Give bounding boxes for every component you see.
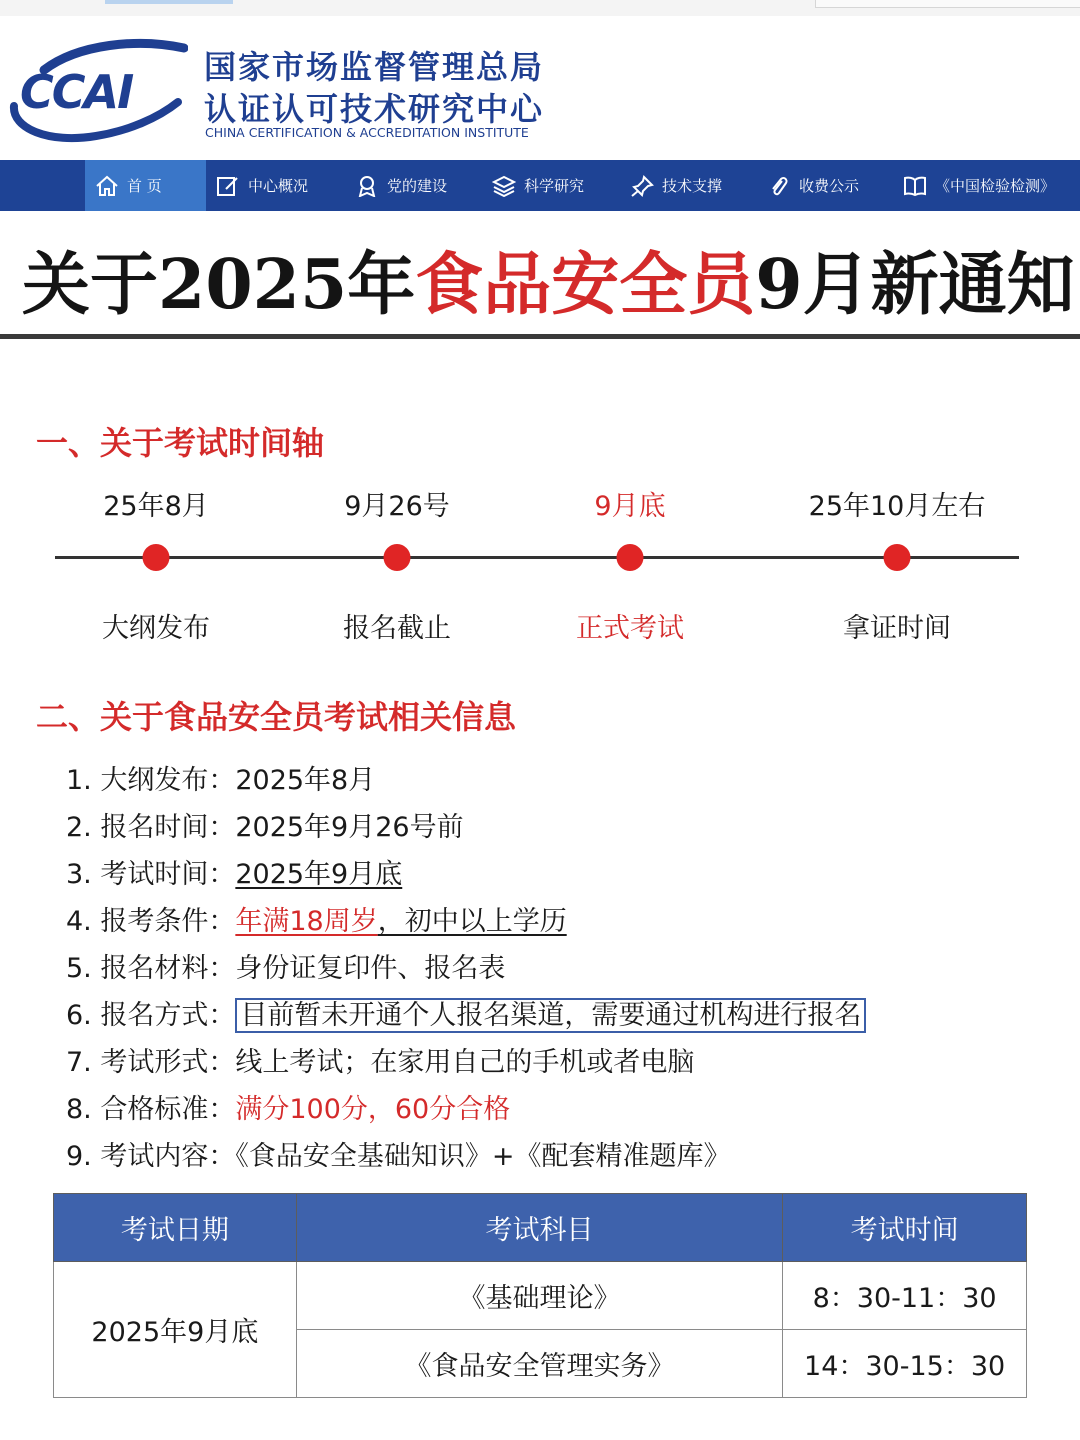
title-part2: 食品安全员: [415, 245, 756, 325]
book-icon: [903, 175, 927, 197]
info-item: 1. 大纲发布：2025年8月: [66, 765, 376, 796]
info-item: 5. 报名材料：身份证复印件、报名表: [66, 953, 506, 984]
timeline-dot: [884, 544, 911, 571]
exam-date-cell: 2025年9月底: [54, 1262, 297, 1398]
timeline-dot: [384, 544, 411, 571]
home-icon: [95, 175, 119, 197]
info-item: 9. 考试内容：《食品安全基础知识》+《配套精准题库》: [66, 1141, 731, 1172]
timeline-event: 拿证时间: [843, 613, 951, 644]
top-strip: [0, 0, 1080, 16]
exam-subject-cell: 《基础理论》: [296, 1262, 782, 1330]
nav-label: 技术支撑: [662, 177, 723, 195]
timeline-event: 大纲发布: [102, 613, 210, 644]
info-item: 4. 报考条件：年满18周岁，初中以上学历: [66, 906, 567, 937]
timeline-date: 25年10月左右: [808, 491, 986, 522]
layers-icon: [492, 175, 516, 197]
section2-heading: 二、关于食品安全员考试相关信息: [36, 698, 517, 736]
title-band: [0, 211, 1080, 339]
nav-label: 中心概况: [248, 177, 309, 195]
top-edge-box: [815, 0, 1080, 8]
exam-subject-cell: 《食品安全管理实务》: [296, 1330, 782, 1398]
nav-label: 《中国检验检测》: [935, 177, 1056, 195]
nav-item-party[interactable]: [355, 160, 447, 211]
nav-item-research[interactable]: [492, 160, 584, 211]
title-part3: 9月新通知: [755, 245, 1075, 325]
badge-icon: [355, 175, 379, 197]
timeline-date-highlight: 9月底: [594, 491, 666, 522]
exam-time-cell: 14：30-15：30: [783, 1330, 1027, 1398]
exam-schedule-table: [53, 1193, 1027, 1398]
nav-label: 科学研究: [524, 177, 585, 195]
timeline-dot: [617, 544, 644, 571]
nav-item-home[interactable]: [85, 160, 206, 211]
nav-label: 党的建设: [387, 177, 448, 195]
timeline-date: 9月26号: [344, 491, 450, 522]
col-header-date: 考试日期: [54, 1194, 297, 1262]
page-title: [22, 231, 1075, 328]
org-name-line2: 认证认可技术研究中心: [204, 90, 545, 128]
clip-icon: [767, 175, 791, 197]
info-item: 2. 报名时间：2025年9月26号前: [66, 812, 464, 843]
table-row: [54, 1262, 1027, 1330]
timeline-event: 报名截止: [343, 613, 451, 644]
timeline-date: 25年8月: [103, 491, 209, 522]
col-header-time: 考试时间: [783, 1194, 1027, 1262]
main-nav: [0, 160, 1080, 211]
site-header: [0, 16, 1080, 160]
pin-icon: [630, 175, 654, 197]
timeline-dot: [143, 544, 170, 571]
col-header-subject: 考试科目: [296, 1194, 782, 1262]
title-part1: 关于2025年: [22, 245, 416, 325]
edit-icon: [216, 175, 240, 197]
timeline-event-highlight: 正式考试: [576, 613, 684, 644]
info-item: 6. 报名方式： 目前暂未开通个人报名渠道，需要通过机构进行报名: [66, 993, 866, 1032]
info-item: 3. 考试时间：2025年9月底: [66, 859, 403, 890]
nav-label: 首 页: [127, 177, 162, 195]
nav-item-journal[interactable]: [903, 160, 1055, 211]
top-tab-indicator: [105, 0, 233, 4]
timeline-axis: [55, 556, 1019, 559]
nav-item-fees[interactable]: [767, 160, 859, 211]
highlight-box: 目前暂未开通个人报名渠道，需要通过机构进行报名: [235, 998, 866, 1033]
nav-label: 收费公示: [799, 177, 860, 195]
info-item: 8. 合格标准：满分100分，60分合格: [66, 1094, 511, 1125]
info-item: 7. 考试形式：线上考试；在家用自己的手机或者电脑: [66, 1047, 695, 1078]
section1-heading: 一、关于考试时间轴: [36, 424, 325, 462]
nav-item-support[interactable]: [630, 160, 722, 211]
nav-item-overview[interactable]: [216, 160, 308, 211]
org-name-line1: 国家市场监督管理总局: [204, 48, 545, 86]
ccai-logo[interactable]: [8, 36, 188, 146]
org-name-english: CHINA CERTIFICATION & ACCREDITATION INSTITUTE: [205, 125, 529, 140]
svg-text:CCAI: CCAI: [20, 65, 133, 119]
exam-time-cell: 8：30-11：30: [783, 1262, 1027, 1330]
